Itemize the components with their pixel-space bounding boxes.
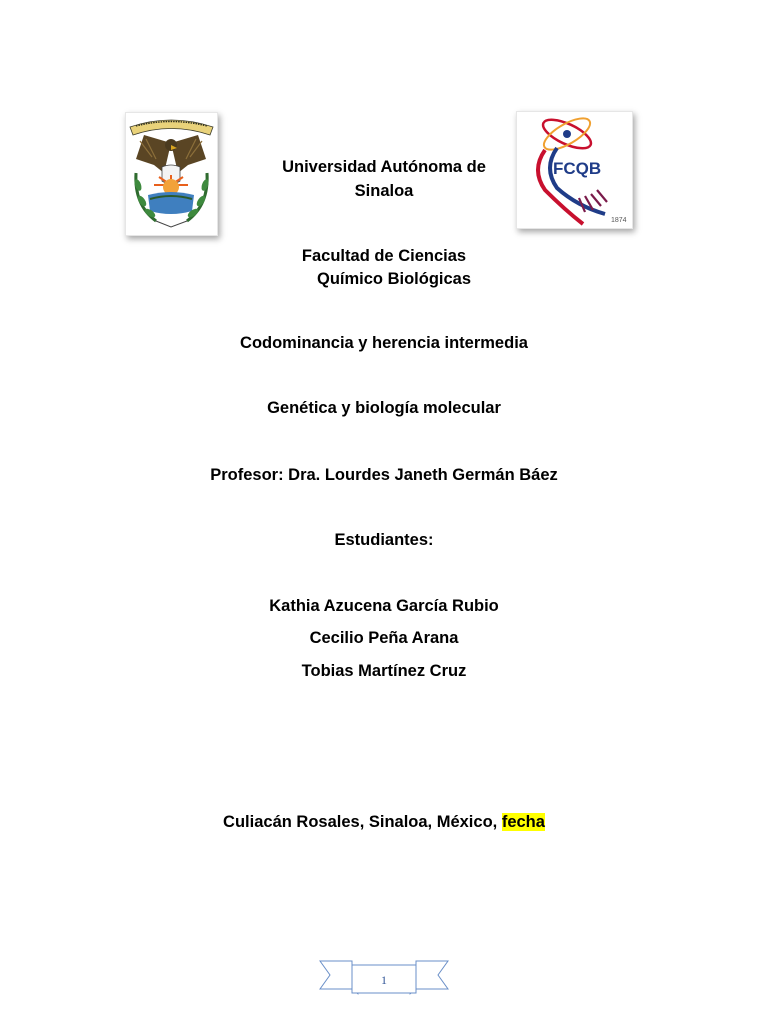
place-text: Culiacán Rosales, Sinaloa, México,	[223, 813, 498, 831]
place-date-line	[0, 811, 768, 834]
date-placeholder: fecha	[501, 813, 545, 831]
student-name: Kathia Azucena García Rubio	[269, 597, 499, 615]
course-name: Genética y biología molecular	[267, 399, 501, 417]
fcqb-acronym: FCQB	[553, 159, 602, 178]
students-label: Estudiantes:	[334, 531, 434, 549]
page-number: 1	[381, 973, 387, 987]
topic-title: Codominancia y herencia intermedia	[240, 334, 528, 352]
faculty-line-2: Químico Biológicas	[316, 270, 472, 288]
student-name: Cecilio Peña Arana	[309, 629, 459, 647]
university-line-2: Sinaloa	[354, 182, 414, 200]
fcqb-year: 1874	[611, 217, 627, 224]
university-line-1: Universidad Autónoma de	[282, 158, 486, 176]
student-name: Tobias Martínez Cruz	[301, 662, 467, 680]
professor-name: Profesor: Dra. Lourdes Janeth Germán Báez	[210, 466, 558, 484]
page-number-banner	[318, 957, 450, 997]
faculty-line-1: Facultad de Ciencias	[301, 247, 467, 265]
